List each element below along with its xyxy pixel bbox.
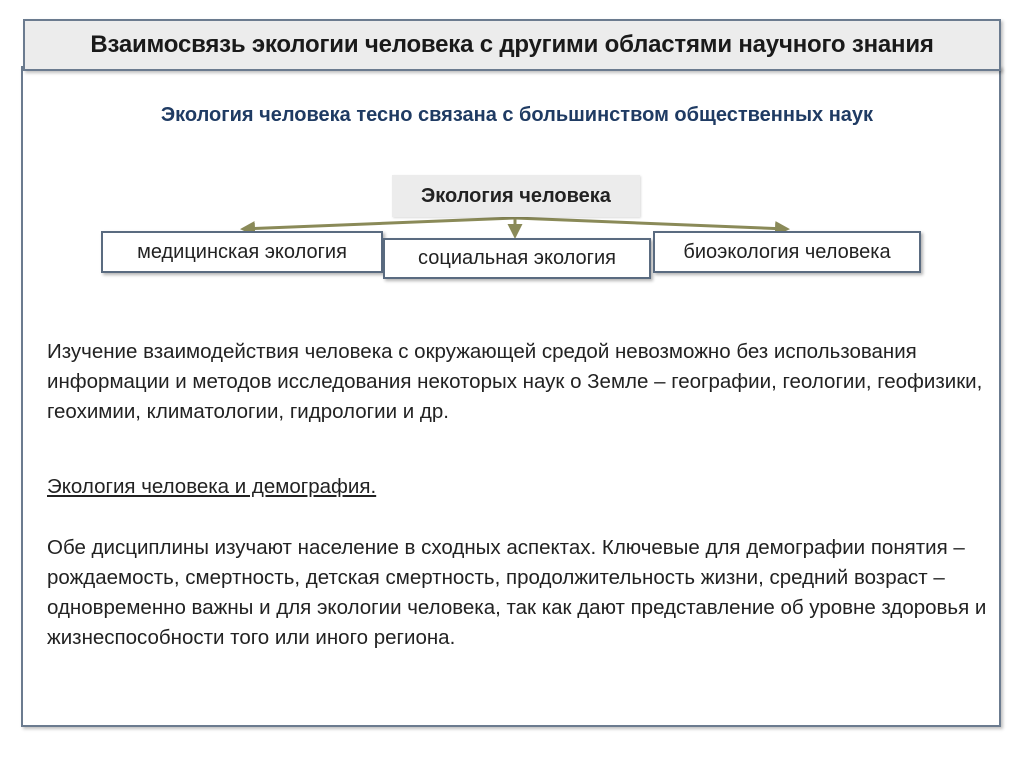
title-bar <box>23 19 1001 71</box>
section-heading-demography: Экология человека и демография. <box>47 475 377 498</box>
slide-subtitle: Экология человека тесно связана с большинством общественных наук <box>160 104 874 126</box>
diagram-center-box: Экология человека <box>392 175 640 217</box>
diagram-box-social-ecology: социальная экология <box>383 238 651 279</box>
slide-title: Взаимосвязь экологии человека с другими областями научного знания <box>90 31 934 58</box>
diagram-box-medical-ecology: медицинская экология <box>101 231 383 273</box>
paragraph-demography: Обе дисциплины изучают население в сходных аспектах. Ключевые для демографии понятия – рождаемость, смертность, детская смертность, продолжительность жизни, средний возраст – одновременно важны и для экологии человека, так как дают представление об уровне здоровья и жизнеспособности того или иного региона. <box>47 536 987 649</box>
diagram-box-bioecology: биоэкология человека <box>653 231 921 273</box>
paragraph-earth-sciences: Изучение взаимодействия человека с окружающей средой невозможно без использования информации и методов исследования некоторых наук о Земле – географии, геологии, геофизики, геохимии, климатологии, гидрологии и др. <box>47 340 983 423</box>
